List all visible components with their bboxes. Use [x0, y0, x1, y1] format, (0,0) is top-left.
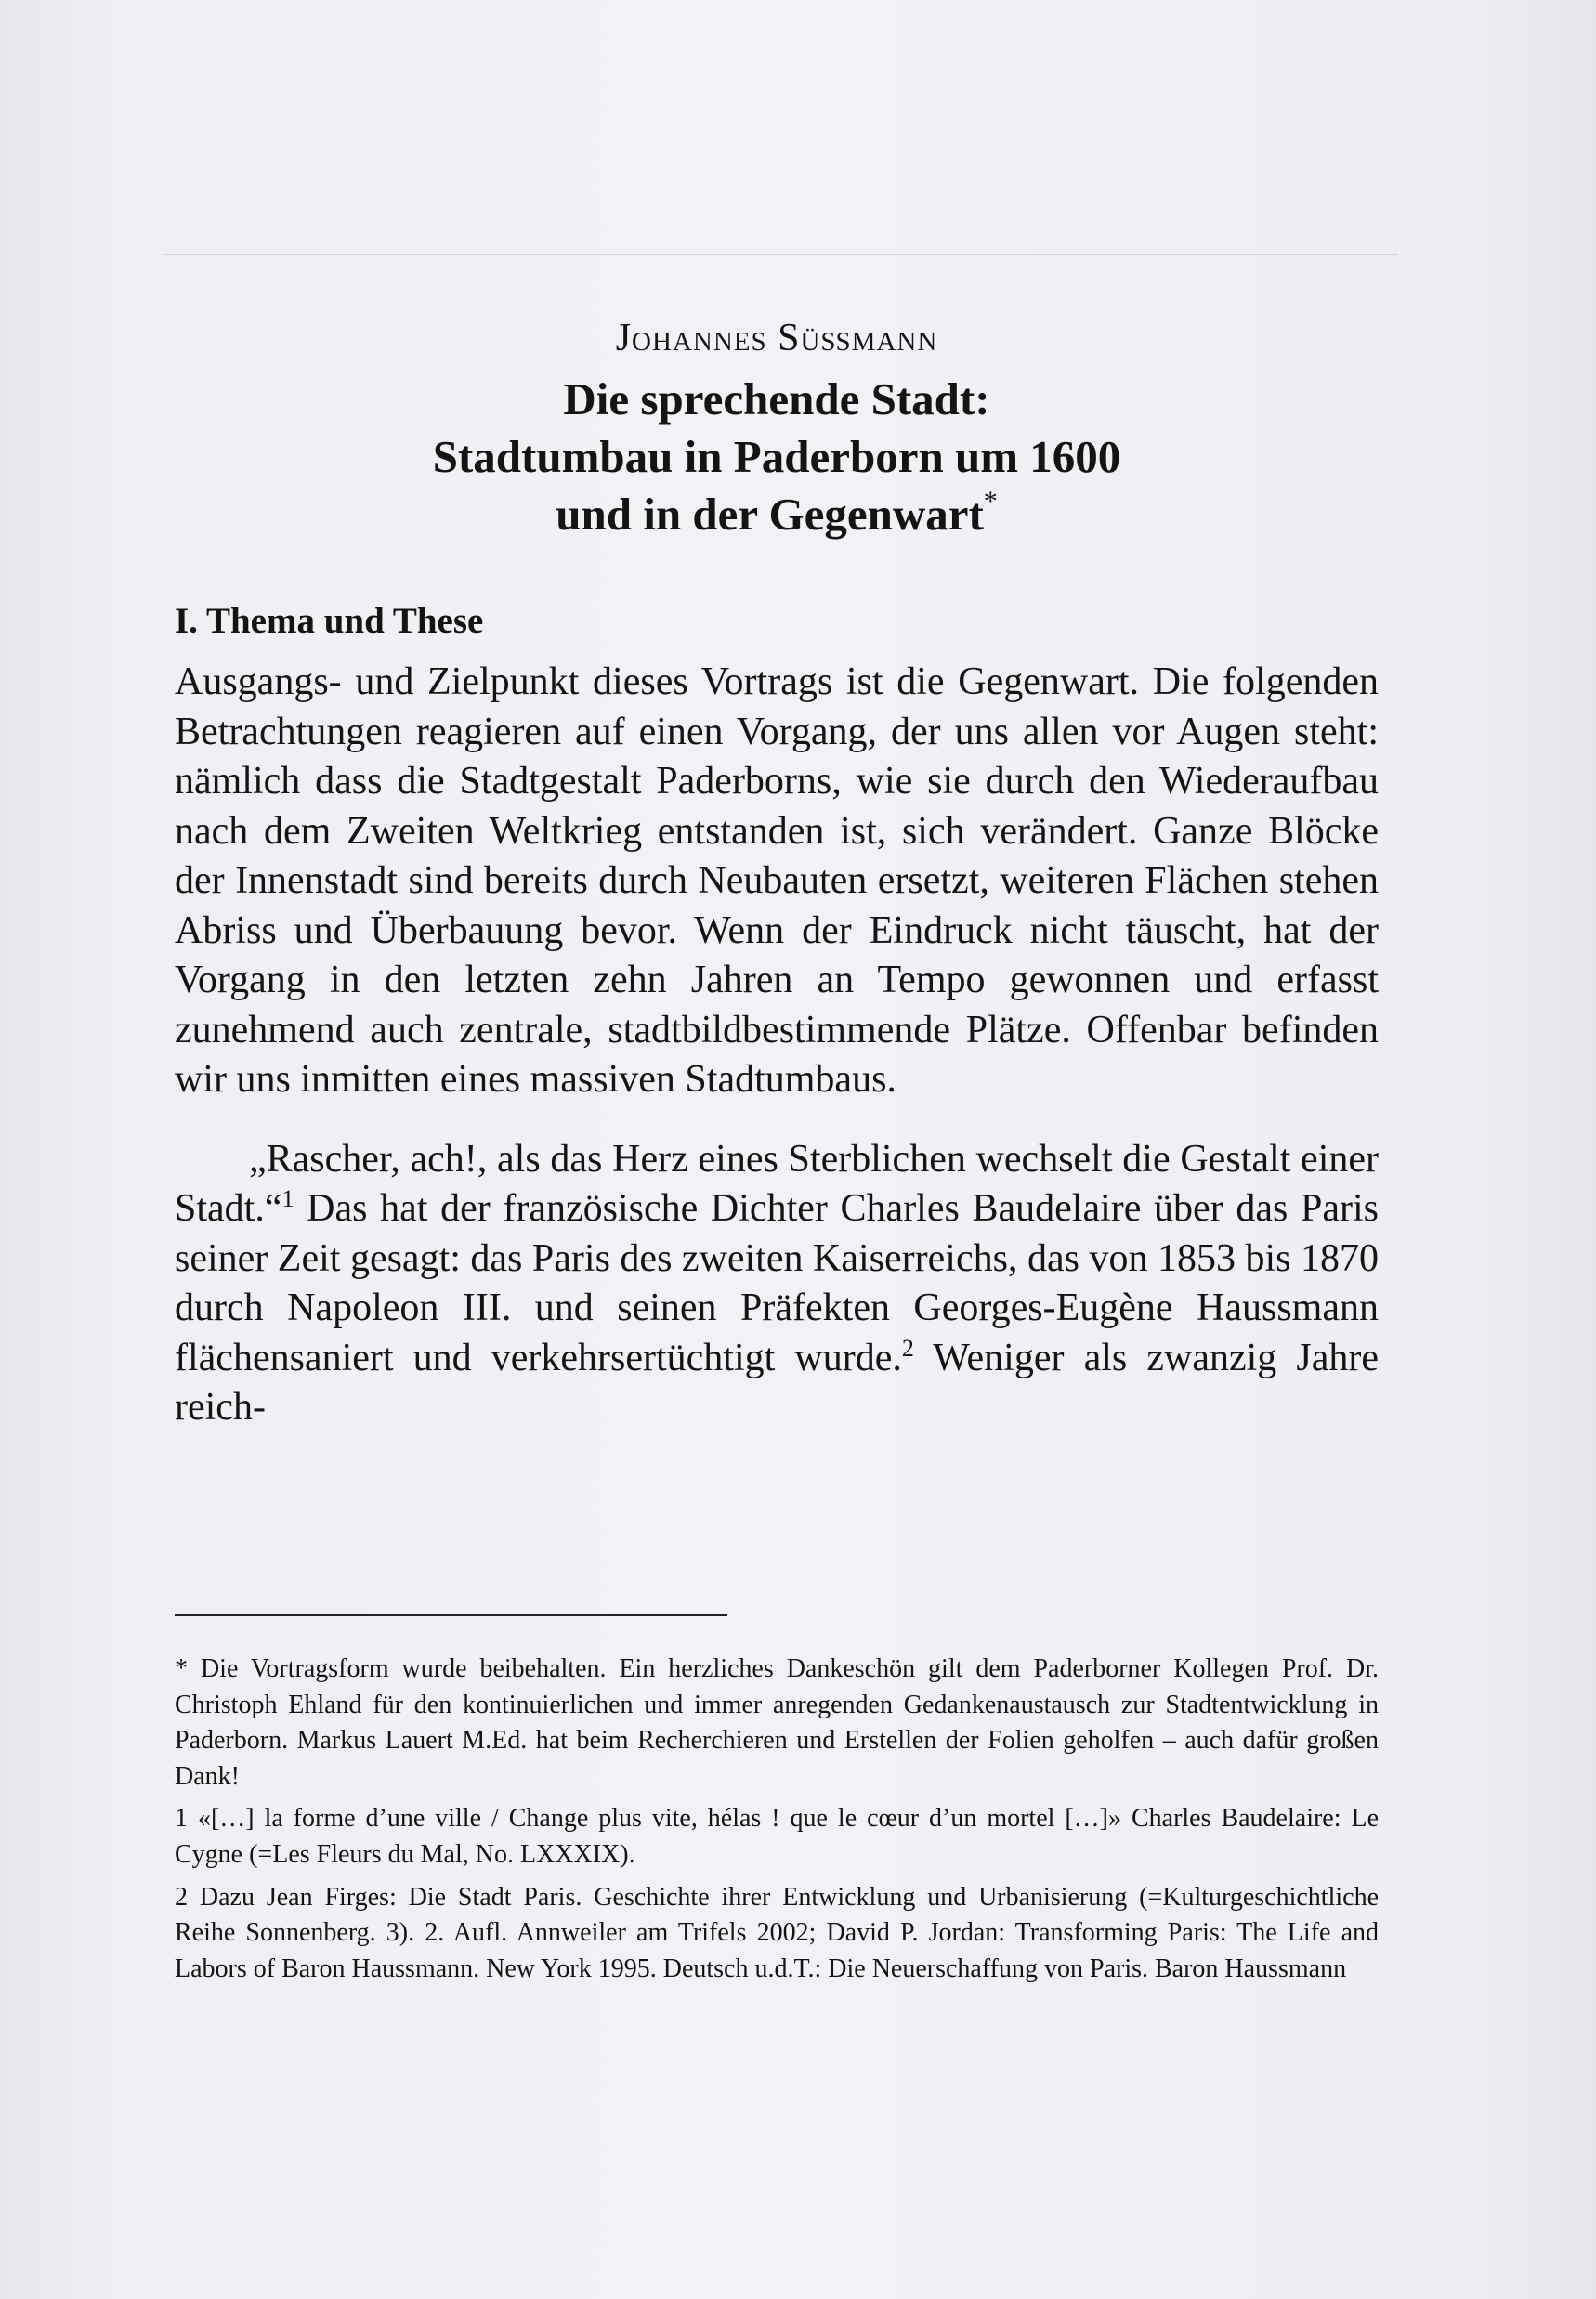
title-line-3-text: und in der Gegenwart [556, 489, 984, 540]
title-footnote-marker: * [983, 486, 998, 516]
title-line-2: Stadtumbau in Paderborn um 1600 [432, 431, 1121, 482]
section-heading: I. Thema und These [175, 601, 484, 641]
footnote-star: * Die Vortragsform wurde beibehalten. Ein herzliches Dankeschön gilt dem Paderborner Kollegen Prof. Dr. Christoph Ehland für den kontinuierlichen und immer anregenden Gedankenaustausch zur Stadtentwicklung in Paderborn. Markus Lauert M.Ed. hat beim Recherchieren und Erstellen der Folien geholfen – auch dafür großen Dank! [175, 1654, 1379, 1791]
author-name: Johannes Süßmann [615, 317, 938, 359]
footnote-ref-1: 1 [281, 1185, 294, 1212]
paragraph-2-quote: „Rascher, ach!, als das Herz eines Sterblichen wechselt die Gestalt einer Stadt.“ [175, 1137, 1379, 1230]
show-through-rule [163, 254, 1398, 255]
footnote-ref-2: 2 [901, 1334, 914, 1362]
footnote-separator [175, 1614, 727, 1616]
paragraph-2 [175, 1135, 1379, 1433]
title-line-3 [175, 486, 1379, 540]
footnote-1: 1 «[…] la forme d’une ville / Change plus vite, hélas ! que le cœur d’un mortel […]» Charles Baudelaire: Le Cygne (=Les Fleurs du Mal, No. LXXXIX). [175, 1804, 1379, 1869]
title-line-1: Die sprechende Stadt: [563, 373, 990, 425]
footnotes [175, 1652, 1379, 1993]
paragraph-2-text: Das hat der französische Dichter Charles Baudelaire über das Paris seiner Zeit gesagt: das Paris des zweiten Kaiserreichs, das von 1853 bis 1870 durch Napoleon III. und seinen Präfekten Georges-Eugène Haussmann flächensaniert und verkehrsertüchtigt wurde. [175, 1187, 1379, 1379]
footnote-2: 2 Dazu Jean Firges: Die Stadt Paris. Geschichte ihrer Entwicklung und Urbanisierung (=Kulturgeschichtliche Reihe Sonnenberg. 3). 2. Aufl. Annweiler am Trifels 2002; David P. Jordan: Transforming Paris: The Life and Labors of Baron Haussmann. New York 1995. Deutsch u.d.T.: Die Neuerschaffung von Paris. Baron Haussmann [175, 1882, 1379, 1983]
paragraph-1: Ausgangs- und Zielpunkt dieses Vortrags ist die Gegenwart. Die folgenden Betrachtungen reagieren auf einen Vorgang, der uns allen vor Augen steht: nämlich dass die Stadtgestalt Paderborns, wie sie durch den Wiederaufbau nach dem Zweiten Weltkrieg entstanden ist, sich verändert. Ganze Blöcke der Innenstadt sind bereits durch Neubauten ersetzt, weiteren Flächen stehen Abriss und Überbauung bevor. Wenn der Eindruck nicht täuscht, hat der Vorgang in den letzten zehn Jahren an Tempo gewonnen und erfasst zunehmend auch zentrale, stadtbildbestimmende Plätze. Offenbar befinden wir uns inmitten eines massiven Stadtumbaus. [175, 660, 1379, 1101]
body-text [175, 658, 1379, 1433]
paragraph-2-end: Weniger als zwanzig Jahre reich- [175, 1336, 1379, 1429]
